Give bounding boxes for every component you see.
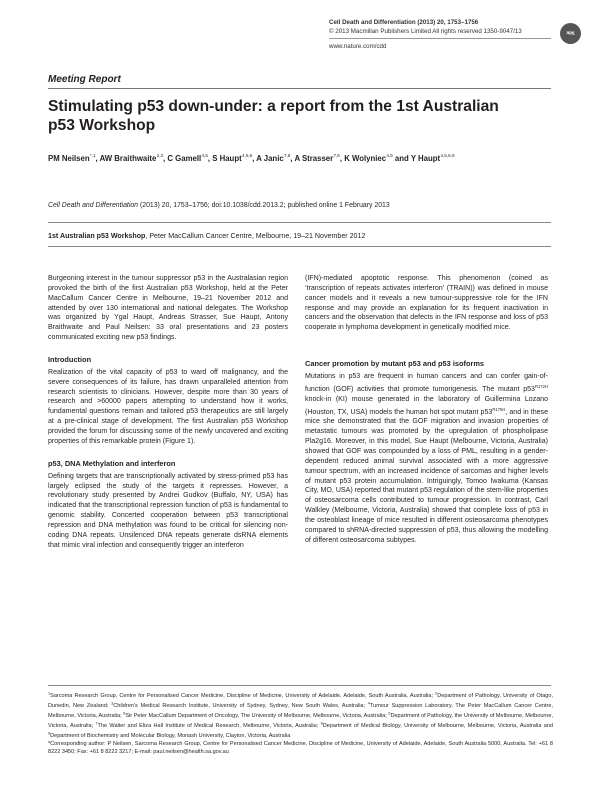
affiliation-text: Department of Pathology, the University of Melbourne, Melbourne, Victoria, Australia;: [48, 712, 553, 730]
promotion-paragraph: [305, 372, 548, 545]
heading-introduction: Introduction: [48, 354, 92, 364]
footnote-rule: [48, 685, 551, 686]
mutation-r175h: R175H: [492, 406, 506, 412]
affiliation-number: 3: [111, 701, 114, 706]
npg-logo: npg: [560, 23, 581, 44]
author-list: PM Neilsen$^{*,1}$, AW Braithwaite$^{2,3}$, C Gamell$^{4,5}$, S Haupt$^{4,5,6}$, A Janic$^{7,8}$, A Strasser$^{7,8}$, K Wolyniec$^{4,5}$ and Y Haupt$^{4,5,6,9}$: [48, 153, 455, 163]
meeting-name: 1st Australian p53 Workshop: [48, 232, 146, 240]
author-affiliation-marker: 4,5,6,9: [440, 153, 455, 158]
citation-rule: [48, 222, 551, 223]
author-name: Y Haupt: [410, 154, 441, 163]
author-affiliation-marker: 4,5: [201, 153, 208, 158]
affiliation-text: Sir Peter MacCallum Department of Oncology, The University of Melbourne, Melbourne, Victoria, Australia;: [125, 712, 389, 719]
citation-journal: Cell Death and Differentiation: [48, 202, 139, 209]
section-label: Meeting Report: [48, 74, 121, 85]
affiliation-text: Department of Medical Biology, University of Melbourne, Melbourne, Victoria, Australia and: [322, 723, 553, 730]
affiliation-text: Sarcoma Research Group, Centre for Personalised Cancer Medicine, Discipline of Medicine, University of Adelaide, Adelaide, South Australia, Australia;: [50, 692, 436, 699]
methylation-paragraph: Defining targets that are transcriptionally activated by stress-primed p53 has largely eclipsed the study of the targets it represses. However, a revolutionary study presented by Andrei Gudkov (Buffalo, NY, USA) has indicated that the transcriptional repression function of p53 is fundamental to genomic stability. Concerted cooperation between p53 transcriptional repression and DNA methylation was found to be critical for silencing non-coding DNA repeats. Unsilenced DNA repeats generate dsRNA elements that mimic viral infection and consequently trigger an interferon: [48, 472, 288, 549]
author-name: C Gamell: [167, 154, 202, 163]
left-column: [48, 274, 288, 550]
affiliation-number: 9: [48, 731, 51, 736]
continued-paragraph: (IFN)-mediated apoptotic response. This phenomenon (coined as ‘transcription of repeats activates interferon’ (TRAIN)) was defined in mouse cancer models and it reveals a new tumour-suppressive role for the IFN response and may provide an explanation for its frequent inactivation in cancers and the observation that defects in the IFN response and loss of p53 cooperate in lymphoma development in genetically modified mice.: [305, 275, 548, 332]
affiliation-number: 7: [95, 721, 98, 726]
section-rule: [48, 88, 551, 89]
affiliation-number: 8: [320, 721, 323, 726]
author-affiliation-marker: 7,8: [284, 153, 291, 158]
journal-url[interactable]: www.nature.com/cdd: [329, 43, 387, 50]
promotion-text-2: knock-in (KI) mouse generated in the laboratory of Guillermina Lozano (Houston, TX, USA) models the human hot spot mutant p53: [305, 395, 548, 416]
journal-line: Cell Death and Differentiation (2013) 20, 1753–1756: [329, 19, 479, 26]
meeting-line: [48, 232, 365, 240]
header-rule: [329, 38, 551, 39]
affiliation-text: Department of Pathology, University of Otago, Dunedin, New Zealand;: [48, 692, 553, 709]
affiliation-number: 6: [388, 711, 391, 716]
affiliation-text: Children's Medical Research Institute, University of Sydney, Sydney, New South Wales, Australia;: [113, 702, 368, 709]
affiliations: [48, 693, 553, 740]
author-name: K Wolyniec: [344, 154, 387, 163]
citation-line: [48, 202, 390, 209]
meeting-rule: [48, 246, 551, 247]
right-column: [305, 274, 548, 545]
footnotes: [48, 690, 553, 756]
author-name: AW Braithwaite: [99, 154, 157, 163]
citation-details: (2013) 20, 1753–1756; doi:10.1038/cdd.2013.2; published online 1 February 2013: [139, 202, 390, 209]
author-affiliation-marker: 2,3: [156, 153, 164, 158]
author-affiliation-marker: 4,5: [386, 153, 393, 158]
copyright-line: © 2013 Macmillan Publishers Limited All rights reserved 1350-9047/13: [329, 27, 522, 35]
mutation-r172h: R172H: [534, 383, 548, 389]
affiliation-text: Department of Biochemistry and Molecular Biology, Monash University, Clayton, Victoria, Australia: [50, 733, 291, 740]
author-affiliation-marker: 4,5,6: [241, 153, 253, 158]
author-name: S Haupt: [212, 154, 242, 163]
author-name: A Janic: [256, 154, 284, 163]
author-name: A Strasser: [294, 154, 334, 163]
heading-methylation: p53, DNA Methylation and interferon: [48, 458, 176, 468]
affiliation-number: 1: [48, 691, 51, 695]
affiliation-number: 4: [367, 701, 370, 706]
author-name: PM Neilsen: [48, 154, 90, 163]
author-affiliation-marker: 7,8: [333, 153, 340, 158]
article-title: Stimulating p53 down-under: a report from the 1st Australian p53 Workshop: [48, 98, 499, 134]
corresponding-author: *Corresponding author: P Neilsen, Sarcoma Research Group, Centre for Personalised Cancer Medicine, Discipline of Medicine, University of Adelaide, Adelaide, South Australia 5000, Australia. Tel: +61 8 8222 3450; Fax: +61 8 8222 3217; E-mail: paul.neilsen@health.sa.gov.au: [48, 741, 553, 755]
journal-header: [329, 19, 522, 36]
promotion-text-3: , and in these mice she demonstrated that the GOF migration and invasion properties of metastatic tumours was promoted by the upregulation of phospholipase Pla2g16. Moreover, in this model, Sue Haupt (Melbourne, Victoria, Australia) showed that GOF was compounded by a loss of PML, resulting in a gender-dependent reduced animal survival associated with a more aggressive tumour spectrum, with an increased incidence of sarcomas and higher levels of mutant p53 protein accumulation. Intriguingly, Tomoo Iwakuma (Kansas City, MO, USA) reported that mutant p53 regulation of the stem-like properties of osteosarcoma cells contributed to tumour progression. In contrast, Carl Walkley (Melbourne, Victoria, Australia) showed that complete loss of p53 in the osteoblast lineage of mice resulted in different osteosarcoma phenotypes compared to shRNA-directed suppression of p53, thus allowing the modelling of different osteosarcoma subtypes.: [305, 408, 548, 544]
affiliation-text: Tumour Suppression Laboratory, The Peter MacCallum Cancer Centre, Melbourne, Victoria, Australia;: [48, 702, 554, 719]
affiliation-number: 2: [435, 691, 438, 695]
intro-paragraph: Burgeoning interest in the tumour suppressor p53 in the Australasian region provoked the birth of the first Australian p53 Workshop, held at the Peter MacCallum Cancer Centre in Melbourne, 19–21 November 2012 and attended by over 130 international and national delegates. The Workshop was organized by Ygal Haupt, Andreas Strasser, Sue Haupt, Antony Braithwaite and Paul Neilsen: 33 oral presentations and 23 posters communicated exciting new p53 findings.: [48, 275, 288, 342]
meeting-details: , Peter MacCallum Cancer Centre, Melbourne, 19–21 November 2012: [145, 232, 366, 240]
affiliation-text: The Walter and Eliza Hall Institute of Medical Research, Melbourne, Victoria, Australia;: [97, 723, 321, 730]
heading-cancer-promotion: Cancer promotion by mutant p53 and p53 isoforms: [305, 359, 485, 369]
author-affiliation-marker: *,1: [89, 153, 96, 158]
introduction-paragraph: Realization of the vital capacity of p53 to ward off malignancy, and the severe consequences of its failure, has drawn unparalleled attention from research scientists to clinicians. However, despite more than 30 years of research and >60000 papers attempting to understand how it works, fundamental questions remain and tailored p53 therapeutics are still largely at a pre-clinical stage of development. The first Australian p53 Workshop provided the forum for discussing some of the newly uncovered and exciting properties of this remarkable protein (Figure 1).: [48, 368, 288, 445]
promotion-text-1: Mutations in p53 are frequent in human cancers and can confer gain-of-function (GOF) activities that promote tumorigenesis. The mutant p53: [305, 373, 548, 393]
affiliation-number: 5: [123, 711, 126, 716]
